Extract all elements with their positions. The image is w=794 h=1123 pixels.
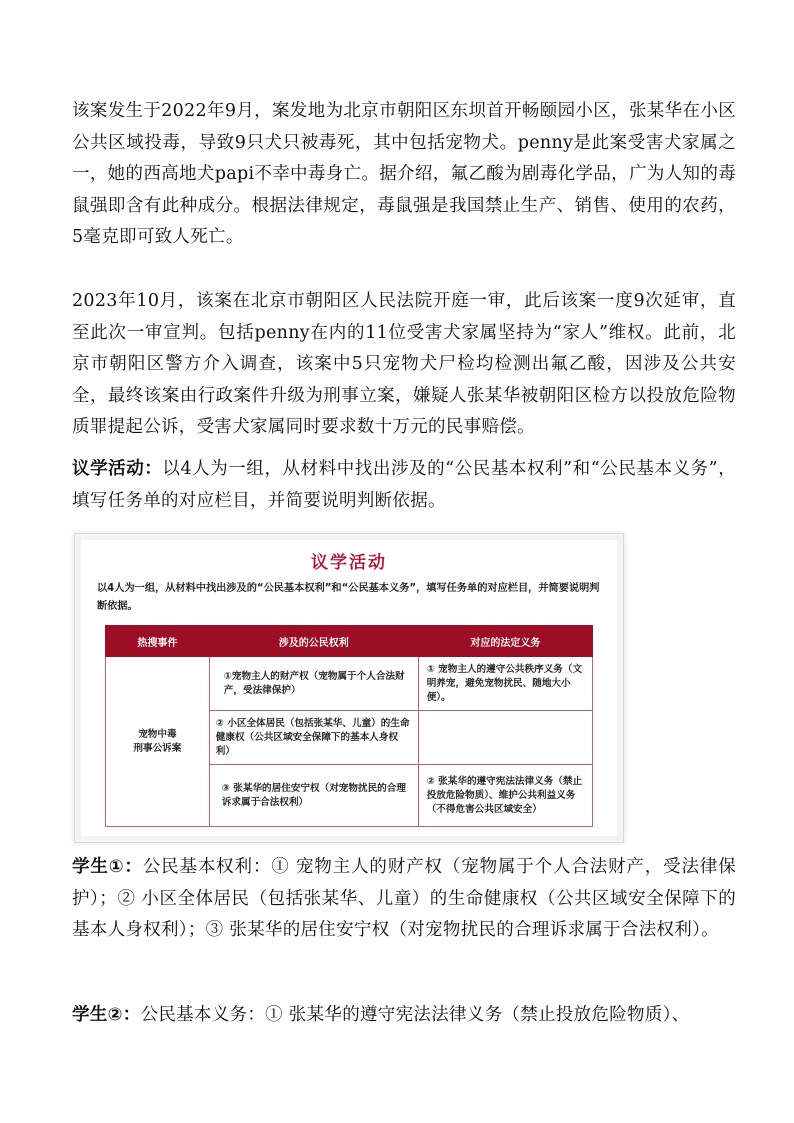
task-sheet-inner xyxy=(81,540,617,836)
paragraph-student-2 xyxy=(72,1000,736,1032)
student-2-text: 公民基本义务：① 张某华的遵守宪法法律义务（禁止投放危险物质）、 xyxy=(140,1005,690,1025)
student-2-label: 学生②： xyxy=(72,1005,141,1025)
duties-cell-1: ① 宠物主人的遵守公共秩序义务（文明养宠，避免宠物扰民、随地大小便）。 xyxy=(418,657,592,711)
rights-cell-1: ①宠物主人的财产权（宠物属于个人合法财产，受法律保护） xyxy=(209,657,418,711)
paragraph-trial: 2023年10月，该案在北京市朝阳区人民法院开庭一审，此后该案一度9次延审，直至此次一审宣判。包括penny在内的11位受害犬家属坚持为“家人”维权。此前，北京市朝阳区警方介入调查，该案中5只宠物犬尸检均检测出氟乙酸，因涉及公共安全，最终该案由行政案件升级为刑事立案，嫌疑人张某华被朝阳区检方以投放危险物质罪提起公诉，受害犬家属同时要求数十万元的民事赔偿。 xyxy=(72,291,736,437)
header-rights: 涉及的公民权利 xyxy=(209,626,418,657)
activity-text: 以4人为一组，从材料中找出涉及的“公民基本权利”和“公民基本义务”，填写任务单的对应栏目，并简要说明判断依据。 xyxy=(72,459,737,511)
rights-cell-3: ③ 张某华的居住安宁权（对宠物扰民的合理诉求属于合法权利） xyxy=(209,765,418,827)
paragraph-activity xyxy=(72,454,736,517)
task-sheet-title: 议学活动 xyxy=(311,553,387,573)
table-row xyxy=(106,657,593,711)
paragraph-case-background: 该案发生于2022年9月，案发地为北京市朝阳区东坝首开畅颐园小区，张某华在小区公共区域投毒，导致9只犬只被毒死，其中包括宠物犬。penny是此案受害犬家属之一，她的西高地犬papi不幸中毒身亡。据介绍，氟乙酸为剧毒化学品，广为人知的毒鼠强即含有此种成分。根据法律规定，毒鼠强是我国禁止生产、销售、使用的农药，5毫克即可致人死亡。 xyxy=(72,101,736,247)
task-sheet-description: 以4人为一组，从材料中找出涉及的“公民基本权利”和“公民基本义务”，填写任务单的对应栏目，并简要说明判断依据。 xyxy=(97,583,600,612)
event-cell: 宠物中毒 刑事公诉案 xyxy=(106,657,210,827)
header-event: 热搜事件 xyxy=(106,626,210,657)
header-duties: 对应的法定义务 xyxy=(418,626,592,657)
activity-label: 议学活动： xyxy=(72,459,163,479)
task-table xyxy=(105,625,593,827)
duties-cell-3: ② 张某华的遵守宪法法律义务（禁止投放危险物质）、维护公共利益义务（不得危害公共区域安全） xyxy=(418,765,592,827)
task-sheet-figure xyxy=(74,533,624,843)
student-1-label: 学生①： xyxy=(72,857,143,877)
duties-cell-2 xyxy=(418,711,592,765)
table-header-row xyxy=(106,626,593,657)
paragraph-student-1 xyxy=(72,852,736,947)
rights-cell-2: ② 小区全体居民（包括张某华、儿童）的生命健康权（公共区域安全保障下的基本人身权利） xyxy=(209,711,418,765)
student-1-text: 公民基本权利：① 宠物主人的财产权（宠物属于个人合法财产，受法律保护）；② 小区全体居民（包括张某华、儿童）的生命健康权（公共区域安全保障下的基本人身权利）；③ 张某华的居住安宁权（对宠物扰民的合理诉求属于合法权利）。 xyxy=(72,857,736,940)
